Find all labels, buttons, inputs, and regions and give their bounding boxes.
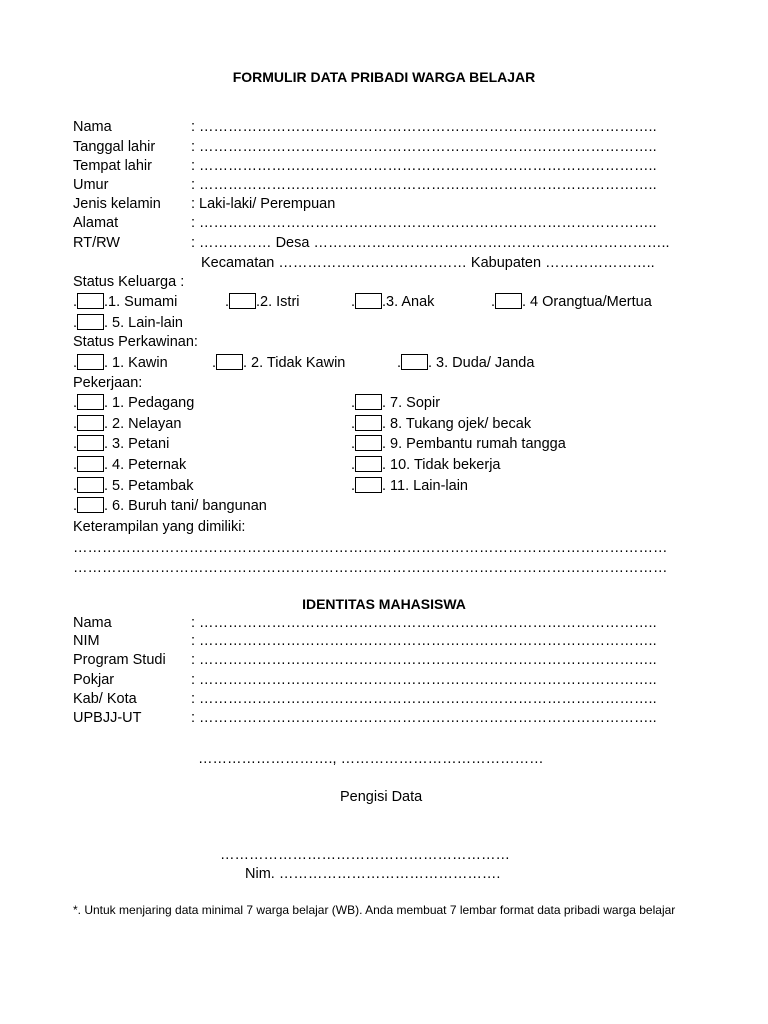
checkbox-box[interactable] (495, 293, 522, 309)
checkbox-dot: . (351, 478, 356, 494)
checkbox-dot: . (73, 478, 78, 494)
field-value[interactable]: : ………………………………………………………………………………….. (191, 710, 657, 726)
checkbox-dot: . (73, 436, 78, 452)
checkbox-box[interactable] (355, 293, 382, 309)
field-label: Nama (73, 119, 112, 135)
field-value[interactable]: : ………………………………………………………………………………….. (191, 615, 657, 631)
field-value[interactable]: : ………………………………………………………………………………….. (191, 119, 657, 135)
checkbox-box[interactable] (77, 394, 104, 410)
field-value[interactable]: : …………… Desa ……………………………………………………………….. (191, 235, 670, 251)
option-label: . 4 Orangtua/Mertua (522, 294, 652, 310)
checkbox-dot: . (73, 498, 78, 514)
field-value[interactable]: : ………………………………………………………………………………….. (191, 215, 657, 231)
checkbox-box[interactable] (77, 314, 104, 330)
checkbox-box[interactable] (355, 415, 382, 431)
field-label: RT/RW (73, 235, 120, 251)
signature-nim[interactable]: Nim. ………………………………………. (245, 866, 501, 882)
checkbox-box[interactable] (355, 394, 382, 410)
option-label: . 7. Sopir (382, 395, 441, 411)
field-value[interactable]: : ………………………………………………………………………………….. (191, 177, 657, 193)
option-label: . 6. Buruh tani/ bangunan (104, 498, 267, 514)
field-value[interactable]: : ………………………………………………………………………………….. (191, 691, 657, 707)
status-keluarga-heading: Status Keluarga : (73, 274, 185, 290)
checkbox-box[interactable] (77, 354, 104, 370)
option-label: . 8. Tukang ojek/ becak (382, 416, 532, 432)
checkbox-dot: . (397, 355, 402, 371)
field-label: Alamat (73, 215, 119, 231)
footnote: *. Untuk menjaring data minimal 7 warga belajar (WB). Anda membuat 7 lembar format data pribadi warga belajar (73, 903, 676, 917)
checkbox-dot: . (351, 436, 356, 452)
checkbox-box[interactable] (355, 435, 382, 451)
field-label: Jenis kelamin (73, 196, 161, 212)
checkbox-dot: . (225, 294, 230, 310)
field-label: NIM (73, 633, 100, 649)
option-label: . 2. Tidak Kawin (243, 355, 346, 371)
field-label: Tempat lahir (73, 158, 152, 174)
signature-place-date[interactable]: ………………………., …………………………………… (198, 751, 544, 767)
checkbox-box[interactable] (216, 354, 243, 370)
checkbox-dot: . (73, 395, 78, 411)
mahasiswa-heading: IDENTITAS MAHASISWA (302, 596, 466, 612)
field-value[interactable]: : Laki-laki/ Perempuan (191, 196, 336, 212)
status-perkawinan-heading: Status Perkawinan: (73, 334, 198, 350)
field-label: Pokjar (73, 672, 115, 688)
option-label: . 11. Lain-lain (382, 478, 468, 494)
checkbox-dot: . (491, 294, 496, 310)
field-value[interactable]: : ………………………………………………………………………………….. (191, 633, 657, 649)
option-label: . 9. Pembantu rumah tangga (382, 436, 566, 452)
checkbox-box[interactable] (77, 293, 104, 309)
option-label: .1. Sumami (104, 294, 178, 310)
option-label: . 5. Lain-lain (104, 315, 183, 331)
keterampilan-line[interactable]: …………………………………………………………………………………………………………… (73, 560, 668, 576)
checkbox-box[interactable] (355, 456, 382, 472)
checkbox-box[interactable] (77, 456, 104, 472)
checkbox-dot: . (351, 416, 356, 432)
checkbox-dot: . (351, 395, 356, 411)
field-value[interactable]: : ………………………………………………………………………………….. (191, 652, 657, 668)
option-label: . 2. Nelayan (104, 416, 182, 432)
checkbox-dot: . (73, 416, 78, 432)
checkbox-dot: . (73, 294, 78, 310)
checkbox-dot: . (73, 315, 78, 331)
checkbox-dot: . (351, 457, 356, 473)
checkbox-dot: . (73, 355, 78, 371)
option-label: . 3. Petani (104, 436, 170, 452)
checkbox-box[interactable] (77, 497, 104, 513)
checkbox-dot: . (351, 294, 356, 310)
keterampilan-line[interactable]: …………………………………………………………………………………………………………… (73, 540, 668, 556)
address-line-2[interactable]: Kecamatan ………………………………… Kabupaten ………………….. (201, 255, 655, 271)
signature-role: Pengisi Data (340, 789, 423, 805)
option-label: . 1. Kawin (104, 355, 168, 371)
signature-name-line[interactable]: …………………………………………………… (220, 847, 510, 863)
checkbox-box[interactable] (77, 435, 104, 451)
field-label: Program Studi (73, 652, 166, 668)
keterampilan-label: Keterampilan yang dimiliki: (73, 519, 246, 535)
field-label: Nama (73, 615, 112, 631)
checkbox-box[interactable] (355, 477, 382, 493)
option-label: .3. Anak (382, 294, 435, 310)
checkbox-box[interactable] (229, 293, 256, 309)
checkbox-box[interactable] (77, 477, 104, 493)
option-label: . 1. Pedagang (104, 395, 195, 411)
option-label: . 3. Duda/ Janda (428, 355, 535, 371)
option-label: .2. Istri (256, 294, 300, 310)
field-label: Umur (73, 177, 109, 193)
checkbox-box[interactable] (401, 354, 428, 370)
option-label: . 4. Peternak (104, 457, 187, 473)
field-value[interactable]: : ………………………………………………………………………………….. (191, 672, 657, 688)
option-label: . 5. Petambak (104, 478, 194, 494)
pekerjaan-heading: Pekerjaan: (73, 375, 143, 391)
checkbox-dot: . (73, 457, 78, 473)
checkbox-dot: . (212, 355, 217, 371)
field-label: Kab/ Kota (73, 691, 137, 707)
checkbox-box[interactable] (77, 415, 104, 431)
form-title: FORMULIR DATA PRIBADI WARGA BELAJAR (232, 69, 536, 85)
field-label: UPBJJ-UT (73, 710, 142, 726)
field-value[interactable]: : ………………………………………………………………………………….. (191, 158, 657, 174)
field-value[interactable]: : ………………………………………………………………………………….. (191, 139, 657, 155)
field-label: Tanggal lahir (73, 139, 156, 155)
option-label: . 10. Tidak bekerja (382, 457, 501, 473)
